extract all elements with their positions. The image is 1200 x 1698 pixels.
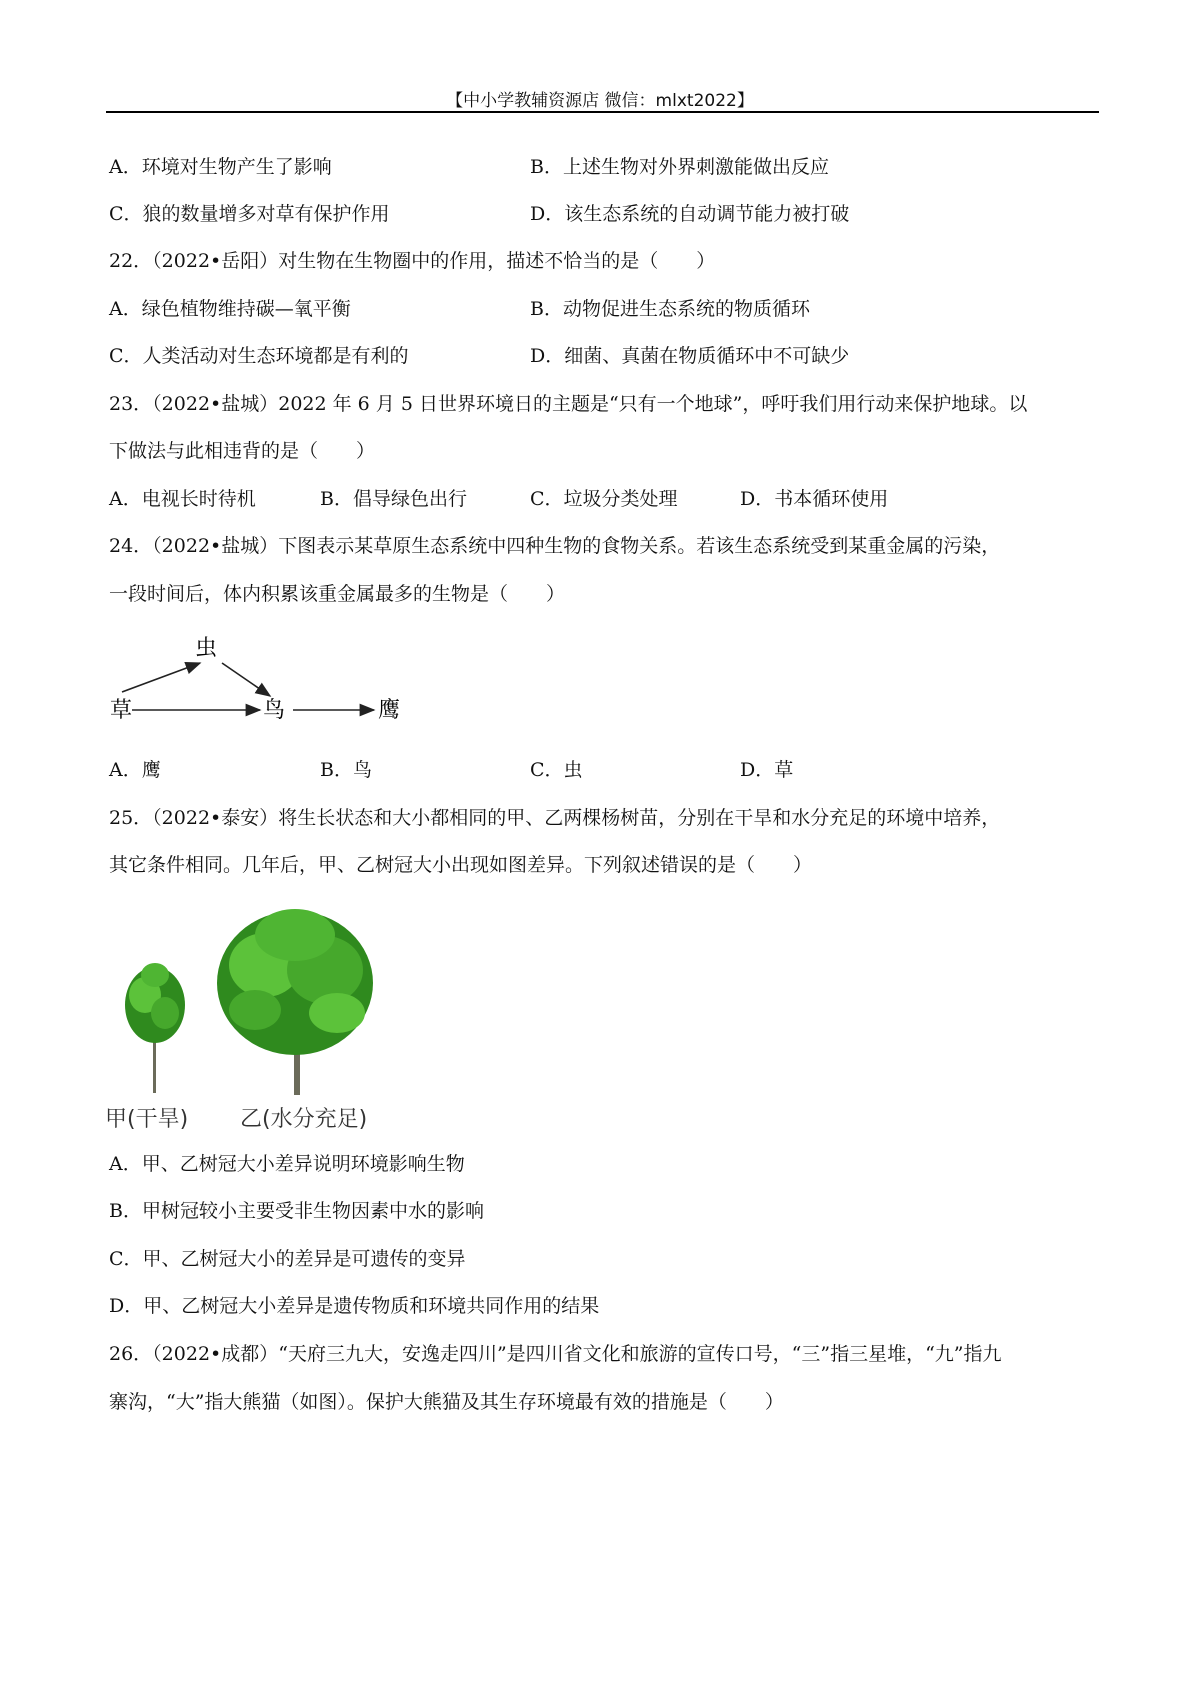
food-chain-diagram	[110, 630, 410, 730]
q23-stem-line2: 下做法与此相违背的是（ ）	[109, 440, 376, 462]
q23-option-c: C．垃圾分类处理	[530, 488, 678, 510]
node-grass: 草	[110, 698, 133, 723]
q22-option-d: D．细菌、真菌在物质循环中不可缺少	[530, 345, 850, 367]
node-bird: 鸟	[263, 698, 286, 723]
q25-option-a: A．甲、乙树冠大小差异说明环境影响生物	[109, 1153, 465, 1175]
arrow-grass-insect	[122, 663, 200, 692]
q24-stem-line2: 一段时间后，体内积累该重金属最多的生物是（ ）	[109, 583, 566, 605]
arrow-insect-bird	[222, 663, 270, 696]
q22-option-b: B．动物促进生态系统的物质循环	[530, 298, 810, 320]
q23-stem-line1: 23．（2022•盐城）2022 年 6 月 5 日世界环境日的主题是“只有一个地球”，呼吁我们用行动来保护地球。以	[109, 393, 1028, 415]
page-header: 【中小学教辅资源店 微信：mlxt2022】	[446, 91, 754, 111]
q23-option-d: D．书本循环使用	[740, 488, 889, 510]
node-hawk: 鹰	[378, 698, 401, 723]
q24-option-b: B．鸟	[320, 759, 372, 781]
q25-stem-line1: 25．（2022•泰安）将生长状态和大小都相同的甲、乙两棵杨树苗，分别在干旱和水分充足的环境中培养，	[109, 807, 1001, 829]
q24-stem-line1: 24．（2022•盐城）下图表示某草原生态系统中四种生物的食物关系。若该生态系统受到某重金属的污染，	[109, 535, 1001, 557]
label-jia: 甲(干旱)	[105, 1107, 189, 1132]
q24-option-d: D．草	[740, 759, 794, 781]
node-insect: 虫	[195, 636, 218, 661]
q25-option-d: D．甲、乙树冠大小差异是遗传物质和环境共同作用的结果	[109, 1295, 600, 1317]
label-yi: 乙(水分充足)	[240, 1107, 368, 1132]
q21-option-a: A．环境对生物产生了影响	[109, 156, 332, 178]
q23-option-a: A．电视长时待机	[109, 488, 256, 510]
q24-option-a: A．鹰	[109, 759, 161, 781]
q25-stem-line2: 其它条件相同。几年后，甲、乙树冠大小出现如图差异。下列叙述错误的是（ ）	[109, 854, 813, 876]
q22-option-a: A．绿色植物维持碳—氧平衡	[109, 298, 351, 320]
tree-jia	[125, 963, 185, 1093]
tree-yi	[217, 909, 373, 1095]
tree-comparison-figure	[105, 895, 395, 1135]
q25-option-b: B．甲树冠较小主要受非生物因素中水的影响	[109, 1200, 484, 1222]
q21-option-d: D．该生态系统的自动调节能力被打破	[530, 203, 850, 225]
q22-option-c: C．人类活动对生态环境都是有利的	[109, 345, 409, 367]
q21-option-c: C．狼的数量增多对草有保护作用	[109, 203, 390, 225]
q25-option-c: C．甲、乙树冠大小的差异是可遗传的变异	[109, 1248, 466, 1270]
header-rule	[106, 111, 1099, 113]
q26-stem-line2: 寨沟，“大”指大熊猫（如图）。保护大熊猫及其生存环境最有效的措施是（ ）	[109, 1391, 784, 1413]
q23-option-b: B．倡导绿色出行	[320, 488, 467, 510]
q24-option-c: C．虫	[530, 759, 583, 781]
q21-option-b: B．上述生物对外界刺激能做出反应	[530, 156, 829, 178]
q26-stem-line1: 26．（2022•成都）“天府三九大，安逸走四川”是四川省文化和旅游的宣传口号，“三”指三星堆，“九”指九	[109, 1343, 1002, 1365]
q22-stem: 22．（2022•岳阳）对生物在生物圈中的作用，描述不恰当的是（ ）	[109, 250, 716, 272]
